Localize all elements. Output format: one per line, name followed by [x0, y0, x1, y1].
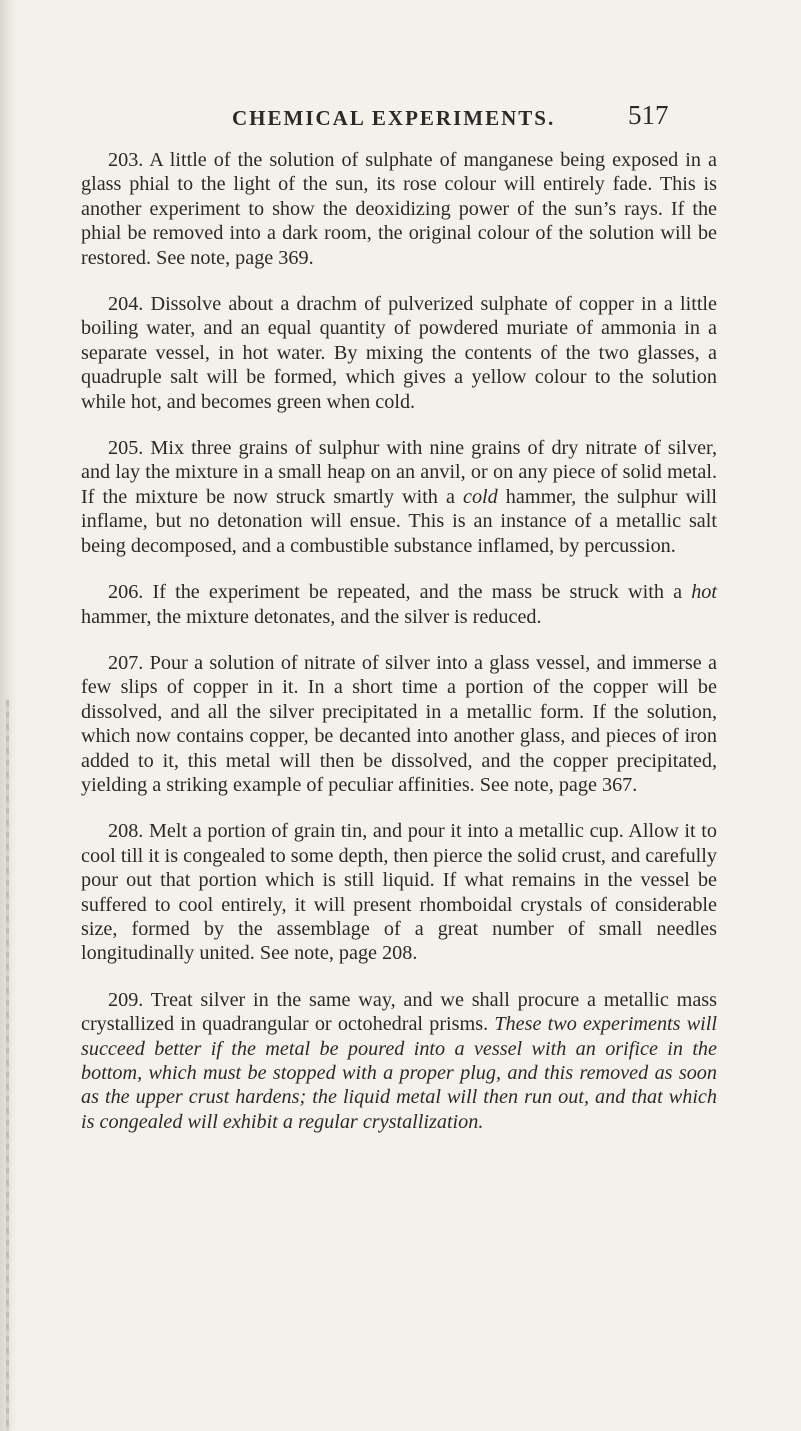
paragraph-number: 209. [108, 988, 144, 1011]
running-head: CHEMICAL EXPERIMENTS. [232, 106, 556, 130]
paragraph-number: 205. [108, 437, 144, 460]
page-number: 517 [628, 100, 669, 130]
paragraph-number: 207. [108, 651, 144, 674]
paragraph-203 [81, 148, 717, 270]
italic-passage: These two experiments will succeed better if the metal be poured into a vessel with an orifice in the bottom, which must be stopped with a proper plug, and this removed as soon as the upper crust hardens; the liquid metal will then run out, and that which is congealed will exhibit a regular crystallization. [81, 1013, 718, 1133]
paragraph-text: Pour a solution of nitrate of silver into a glass vessel, and immerse a few slips of copper in it. In a short time a portion of the copper will be dissolved, and all the silver precipitated in a metallic form. If the solution, which now contains copper, be decanted into another glass, and pieces of iron added to it, this metal will then be dissolved, and the copper precipitated, yielding a striking example of peculiar affinities. See note, page 367. [81, 651, 717, 796]
paragraph-number: 204. [108, 293, 144, 316]
paragraph-205 [81, 436, 717, 558]
italic-word: cold [462, 485, 498, 508]
paragraph-204 [81, 292, 717, 414]
paragraph-text-before: If the experiment be repeated, and the mass be struck with a [143, 581, 692, 604]
paragraph-208 [81, 819, 717, 965]
paragraph-number: 203. [108, 149, 144, 171]
paragraph-text-after: hammer, the sulphur will inflame, but no detonation will ensue. This is an instance of a metallic salt being decomposed, and a combustible substance inflamed, by percussion. [81, 485, 717, 557]
body-text [81, 148, 717, 1134]
page-header [0, 100, 801, 140]
paragraph-207 [81, 651, 717, 797]
italic-word: hot [691, 581, 717, 604]
paragraph-text: A little of the solution of sulphate of manganese being exposed in a glass phial to the light of the sun, its rose colour will entirely fade. This is another experiment to show the deoxidizing power of the sun’s rays. If the phial be removed into a dark room, the original colour of the solution will be restored. See note, page 369. [81, 149, 717, 269]
paragraph-text-after: hammer, the mixture detonates, and the silver is reduced. [81, 605, 542, 628]
paragraph-206 [81, 580, 717, 629]
paragraph-number: 206. [108, 581, 144, 604]
paragraph-text-before: Mix three grains of sulphur with nine grains of dry nitrate of silver, and lay the mixture in a small heap on an anvil, or on any piece of solid metal. If the mixture be now struck smartly with a [81, 437, 717, 508]
paragraph-text-before: Treat silver in the same way, and we shall procure a metallic mass crystallized in quadrangular or octohedral prisms. [81, 988, 717, 1036]
page-binding-edge [0, 0, 18, 1431]
paragraph-number: 208. [108, 820, 144, 843]
paragraph-text: Melt a portion of grain tin, and pour it into a metallic cup. Allow it to cool till it is congealed to some depth, then pierce the solid crust, and carefully pour out that portion which is still liquid. If what remains in the vessel be suffered to cool entirely, it will present rhomboidal crystals of considerable size, formed by the assemblage of a great number of small needles longitudinally united. See note, page 208. [81, 820, 717, 965]
paragraph-209 [81, 988, 717, 1134]
paragraph-text: Dissolve about a drachm of pulverized sulphate of copper in a little boiling water, and an equal quantity of powdered muriate of ammonia in a separate vessel, in hot water. By mixing the contents of the two glasses, a quadruple salt will be formed, which gives a yellow colour to the solution while hot, and becomes green when cold. [81, 293, 717, 413]
